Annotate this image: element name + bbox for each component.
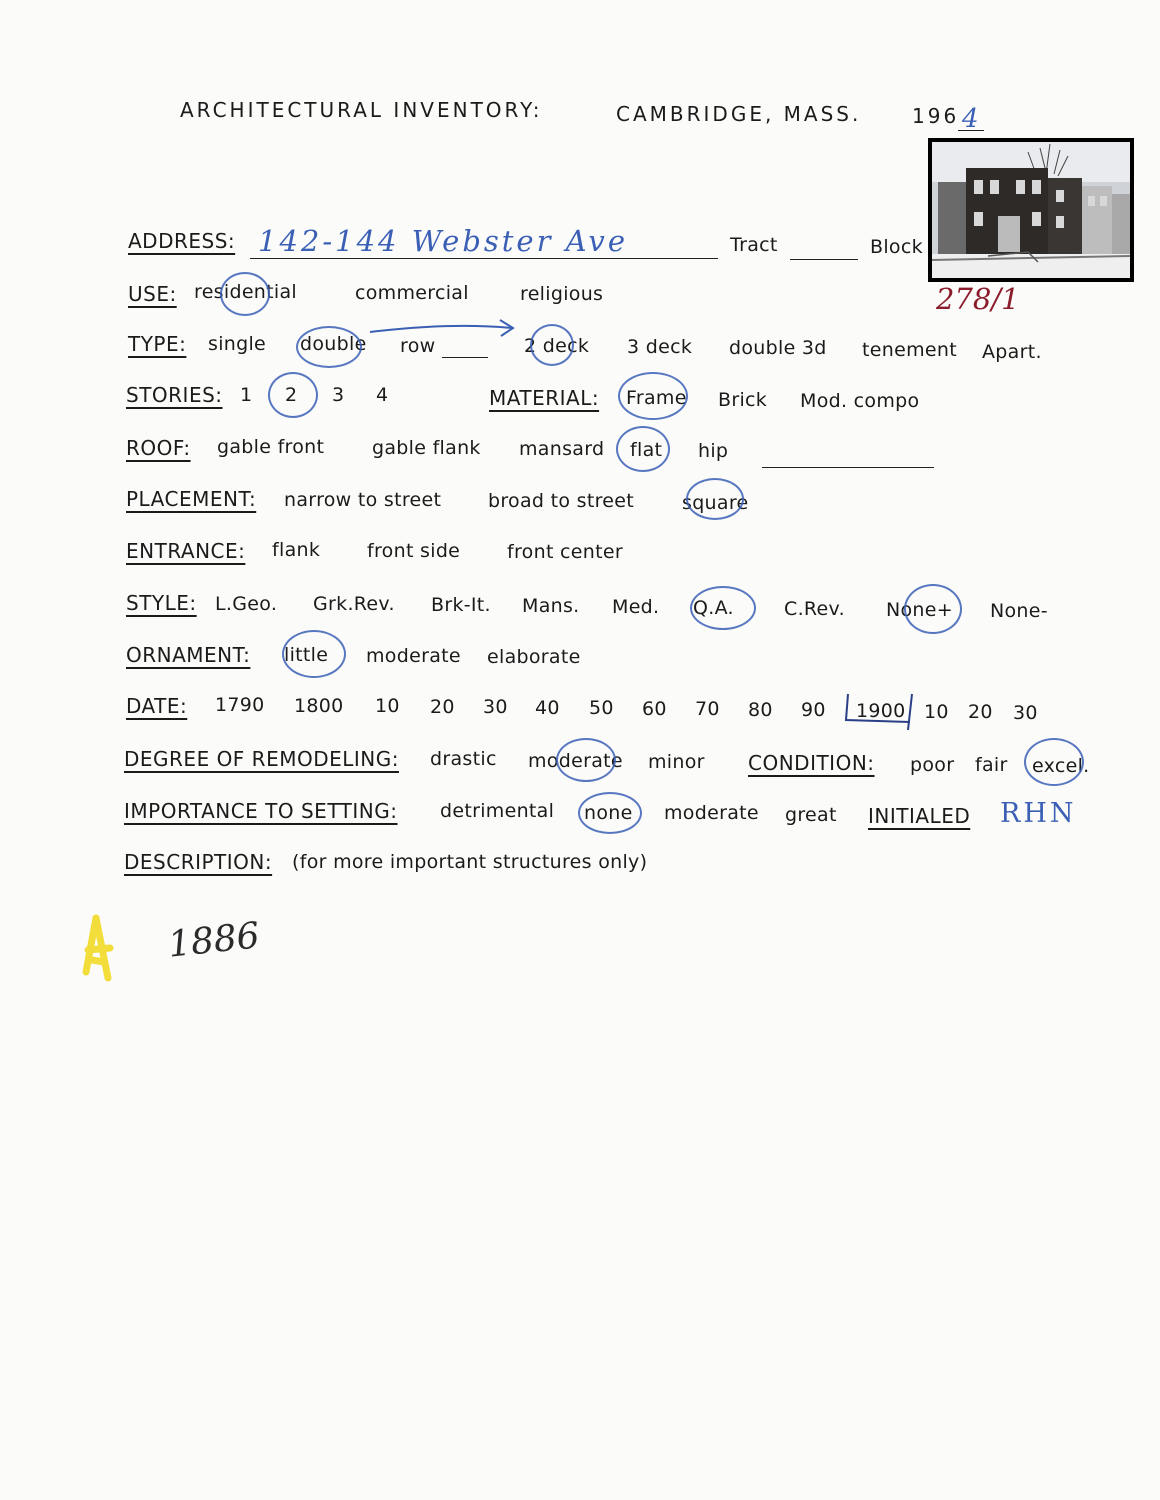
date-1930: 30	[1013, 702, 1038, 724]
roof-gable-flank: gable flank	[372, 437, 481, 459]
importance-selection-circle	[578, 792, 642, 834]
date-1920: 20	[968, 701, 993, 723]
entrance-front-center: front center	[507, 541, 623, 563]
roof-label: ROOF:	[126, 436, 191, 460]
description-note: (for more important structures only)	[292, 851, 648, 873]
form-year-prefix: 196	[912, 104, 960, 128]
style-grk-rev: Grk.Rev.	[313, 593, 395, 615]
importance-label: IMPORTANCE TO SETTING:	[124, 799, 398, 823]
placement-broad: broad to street	[488, 490, 635, 512]
style-l-geo: L.Geo.	[215, 593, 278, 615]
ornament-label: ORNAMENT:	[126, 643, 251, 667]
date-70: 70	[695, 698, 720, 720]
type-3-deck: 3 deck	[627, 336, 693, 358]
material-label: MATERIAL:	[489, 386, 600, 410]
date-30: 30	[483, 696, 508, 718]
style-qa-circle	[690, 586, 756, 630]
material-selection-circle	[618, 372, 688, 420]
roof-mansard: mansard	[519, 438, 605, 460]
stories-label: STORIES:	[126, 383, 223, 407]
roof-flat: flat	[630, 439, 663, 461]
roof-selection-circle	[616, 426, 670, 472]
date-10: 10	[375, 695, 400, 717]
form-city: CAMBRIDGE, MASS.	[616, 102, 862, 126]
material-frame: Frame	[626, 387, 687, 409]
remodeling-minor: minor	[648, 751, 705, 773]
type-row-blank	[442, 357, 488, 358]
placement-square: square	[682, 492, 749, 514]
style-none-plus: None+	[886, 599, 953, 621]
date-1800: 1800	[294, 695, 344, 717]
importance-moderate: moderate	[664, 802, 759, 824]
date-1910: 10	[924, 701, 949, 723]
material-mod-compo: Mod. compo	[800, 390, 920, 412]
importance-great: great	[785, 804, 837, 826]
entrance-flank: flank	[272, 539, 321, 561]
ornament-elaborate: elaborate	[487, 646, 581, 668]
remodeling-selection-circle	[556, 738, 616, 782]
initialed-value: RHN	[1000, 798, 1077, 829]
style-none-minus: None-	[990, 600, 1048, 622]
condition-label: CONDITION:	[748, 751, 875, 775]
ornament-moderate: moderate	[366, 645, 461, 667]
style-med: Med.	[612, 596, 660, 618]
remodeling-drastic: drastic	[430, 748, 497, 770]
use-commercial: commercial	[355, 282, 469, 304]
tract-label: Tract	[730, 234, 778, 256]
material-brick: Brick	[718, 389, 768, 411]
date-20: 20	[430, 696, 455, 718]
type-label: TYPE:	[128, 332, 187, 356]
form-title: ARCHITECTURAL INVENTORY:	[180, 98, 543, 122]
type-selection-circle	[530, 324, 574, 366]
stories-4: 4	[376, 384, 389, 406]
building-photo	[928, 138, 1134, 282]
remodeling-moderate: moderate	[528, 750, 623, 772]
roof-gable-front: gable front	[217, 436, 325, 458]
date-50: 50	[589, 697, 614, 719]
photo-reference: 278/1	[936, 282, 1020, 316]
type-apart: Apart.	[982, 341, 1042, 363]
address-underline	[250, 258, 718, 259]
roof-other-blank	[762, 467, 934, 468]
address-value: 142-144 Webster Ave	[258, 224, 628, 258]
tract-blank	[790, 259, 858, 260]
description-handwritten-year: 1886	[166, 915, 262, 966]
type-2-deck: 2 deck	[524, 335, 590, 357]
type-single: single	[208, 333, 267, 355]
type-double-circle	[296, 326, 362, 368]
block-label: Block	[870, 236, 923, 258]
date-40: 40	[535, 697, 560, 719]
date-1900: 1900	[856, 700, 906, 722]
date-60: 60	[642, 698, 667, 720]
type-tenement: tenement	[862, 339, 957, 361]
year-handwritten: 4	[962, 104, 979, 134]
style-q-a: Q.A.	[693, 597, 734, 619]
condition-poor: poor	[910, 754, 955, 776]
use-label: USE:	[128, 282, 177, 306]
initialed-label: INITIALED	[868, 804, 971, 828]
placement-selection-circle	[686, 478, 744, 520]
type-row: row	[400, 335, 436, 357]
stories-selection-circle	[268, 372, 318, 418]
style-none-circle	[904, 584, 962, 634]
placement-label: PLACEMENT:	[126, 487, 257, 511]
condition-excel: excel.	[1032, 755, 1090, 777]
use-religious: religious	[520, 283, 604, 305]
entrance-label: ENTRANCE:	[126, 539, 246, 563]
style-mans: Mans.	[522, 595, 580, 617]
use-selection-circle	[220, 272, 270, 316]
description-label: DESCRIPTION:	[124, 850, 273, 874]
remodeling-label: DEGREE OF REMODELING:	[124, 747, 399, 771]
date-90: 90	[801, 699, 826, 721]
type-double-3d: double 3d	[729, 337, 827, 359]
condition-fair: fair	[975, 754, 1008, 776]
type-double: double	[300, 333, 367, 355]
date-label: DATE:	[126, 694, 188, 718]
date-1790: 1790	[215, 694, 265, 716]
entrance-front-side: front side	[367, 540, 461, 562]
stories-1: 1	[240, 384, 253, 406]
importance-detrimental: detrimental	[440, 800, 555, 822]
date-80: 80	[748, 699, 773, 721]
stories-3: 3	[332, 384, 345, 406]
stories-2: 2	[285, 384, 298, 406]
address-label: ADDRESS:	[128, 229, 236, 253]
ornament-little: little	[284, 644, 329, 666]
condition-selection-circle	[1024, 738, 1084, 786]
style-c-rev: C.Rev.	[784, 598, 845, 620]
ornament-selection-circle	[282, 630, 346, 678]
use-residential: residential	[194, 281, 298, 303]
style-label: STYLE:	[126, 591, 197, 615]
style-brk-it: Brk-It.	[431, 594, 491, 616]
roof-hip: hip	[698, 440, 729, 462]
placement-narrow: narrow to street	[284, 489, 442, 511]
importance-none: none	[584, 802, 633, 824]
